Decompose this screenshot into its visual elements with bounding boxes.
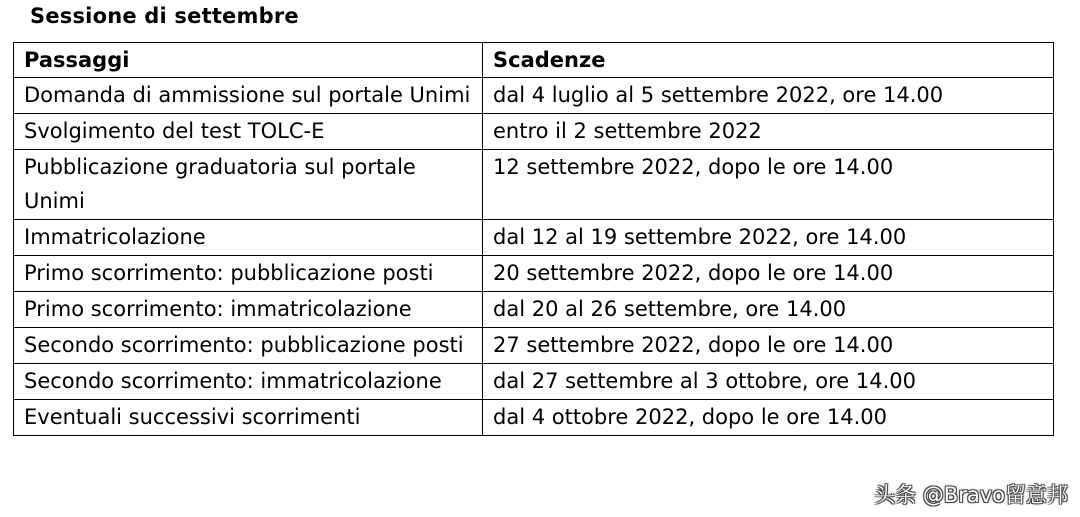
deadline-cell: dal 27 settembre al 3 ottobre, ore 14.00 [483, 364, 1054, 400]
table-row [14, 292, 1054, 328]
table-row [14, 150, 1054, 220]
deadline-cell: dal 20 al 26 settembre, ore 14.00 [483, 292, 1054, 328]
step-cell: Secondo scorrimento: immatricolazione [14, 364, 483, 400]
table-header-row [14, 43, 1054, 78]
deadline-cell: 12 settembre 2022, dopo le ore 14.00 [483, 150, 1054, 220]
deadline-cell: dal 4 ottobre 2022, dopo le ore 14.00 [483, 400, 1054, 436]
step-cell: Primo scorrimento: immatricolazione [14, 292, 483, 328]
deadline-cell: 20 settembre 2022, dopo le ore 14.00 [483, 256, 1054, 292]
table-row [14, 364, 1054, 400]
watermark: 头条 @Bravo留意邦 [874, 483, 1068, 507]
schedule-table [13, 42, 1054, 436]
step-cell: Primo scorrimento: pubblicazione posti [14, 256, 483, 292]
column-header-step: Passaggi [14, 43, 483, 78]
step-cell: Svolgimento del test TOLC-E [14, 114, 483, 150]
table-row [14, 328, 1054, 364]
section-heading: Sessione di settembre [30, 4, 299, 28]
deadline-cell: dal 4 luglio al 5 settembre 2022, ore 14.00 [483, 78, 1054, 114]
deadline-cell: dal 12 al 19 settembre 2022, ore 14.00 [483, 220, 1054, 256]
deadline-cell: 27 settembre 2022, dopo le ore 14.00 [483, 328, 1054, 364]
step-cell: Immatricolazione [14, 220, 483, 256]
step-cell: Secondo scorrimento: pubblicazione posti [14, 328, 483, 364]
table-row [14, 220, 1054, 256]
column-header-deadline: Scadenze [483, 43, 1054, 78]
table-row [14, 78, 1054, 114]
deadline-cell: entro il 2 settembre 2022 [483, 114, 1054, 150]
table-row [14, 114, 1054, 150]
step-cell: Eventuali successivi scorrimenti [14, 400, 483, 436]
table-row [14, 400, 1054, 436]
table-row [14, 256, 1054, 292]
step-cell: Pubblicazione graduatoria sul portale Unimi [14, 150, 483, 220]
step-cell: Domanda di ammissione sul portale Unimi [14, 78, 483, 114]
